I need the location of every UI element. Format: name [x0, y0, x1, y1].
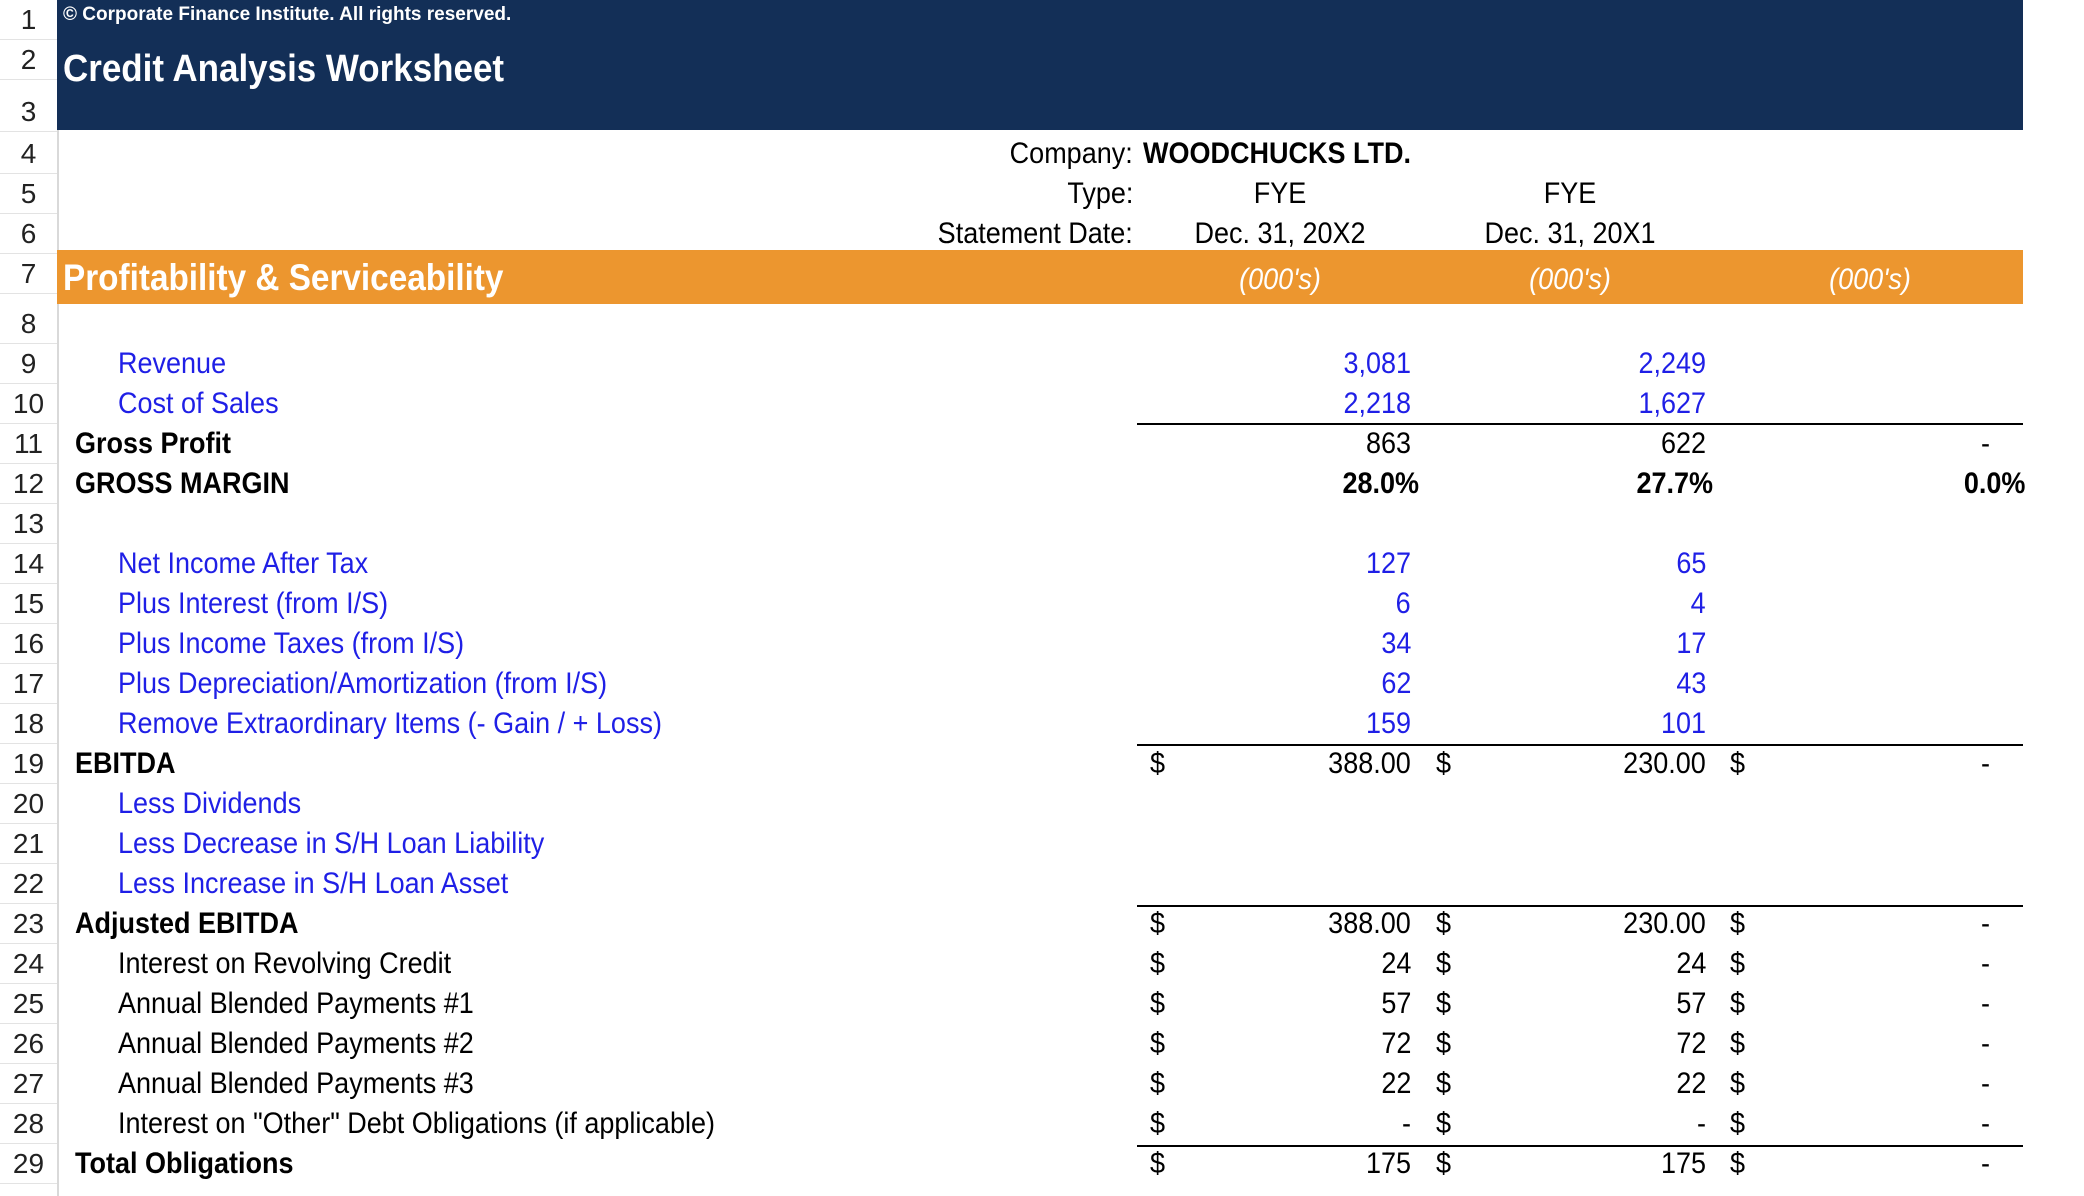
plus-interest-value-col2[interactable]: 4 [1690, 587, 1706, 620]
blended-1-value-col3[interactable]: - [1981, 987, 1990, 1020]
company-name[interactable]: WOODCHUCKS LTD. [1143, 137, 1411, 170]
dollar-sign: $ [1150, 1027, 1166, 1060]
units-col1: (000's) [1239, 263, 1321, 296]
dollar-sign: $ [1730, 907, 1746, 940]
blended-1-value-col1[interactable]: 57 [1380, 987, 1411, 1020]
interest-other-value-col1[interactable]: - [1402, 1107, 1411, 1140]
plus-interest-value-col1[interactable]: 6 [1395, 587, 1411, 620]
less-decrease-sh-label: Less Decrease in S/H Loan Liability [118, 827, 545, 860]
net-income-label: Net Income After Tax [118, 547, 369, 580]
gross-margin-label: GROSS MARGIN [75, 467, 290, 500]
total-obligations-value-col3[interactable]: - [1981, 1147, 1990, 1180]
dollar-sign: $ [1730, 987, 1746, 1020]
plus-depreciation-label: Plus Depreciation/Amortization (from I/S) [118, 667, 608, 700]
row-number[interactable]: 24 [0, 944, 57, 984]
dollar-sign: $ [1436, 907, 1452, 940]
row-number[interactable]: 22 [0, 864, 57, 904]
dollar-sign: $ [1150, 907, 1166, 940]
remove-extraordinary-label: Remove Extraordinary Items (- Gain / + Loss) [118, 707, 662, 740]
row-number[interactable]: 28 [0, 1104, 57, 1144]
underline-adjusted-ebitda [1137, 905, 2023, 907]
plus-depreciation-value-col2[interactable]: 43 [1675, 667, 1706, 700]
interest-other-value-col3[interactable]: - [1981, 1107, 1990, 1140]
row-header-column[interactable] [0, 0, 59, 1196]
interest-revolving-value-col2[interactable]: 24 [1675, 947, 1706, 980]
adjusted-ebitda-label: Adjusted EBITDA [75, 907, 299, 940]
row-number[interactable]: 15 [0, 584, 57, 624]
total-obligations-value-col1[interactable]: 175 [1365, 1147, 1411, 1180]
cost-of-sales-label: Cost of Sales [118, 387, 279, 420]
revenue-value-col2[interactable]: 2,249 [1638, 347, 1706, 380]
dollar-sign: $ [1436, 1027, 1452, 1060]
row-number[interactable]: 6 [0, 214, 57, 254]
plus-taxes-label: Plus Income Taxes (from I/S) [118, 627, 465, 660]
row-number[interactable]: 5 [0, 174, 57, 214]
blended-2-value-col1[interactable]: 72 [1380, 1027, 1411, 1060]
units-col3: (000's) [1829, 263, 1911, 296]
type-label: Type: [1066, 177, 1133, 210]
underline-total-obligations [1137, 1145, 2023, 1147]
row-number[interactable]: 16 [0, 624, 57, 664]
statement-date-col1[interactable]: Dec. 31, 20X2 [1194, 217, 1366, 250]
plus-taxes-value-col2[interactable]: 17 [1675, 627, 1706, 660]
blended-3-value-col2[interactable]: 22 [1675, 1067, 1706, 1100]
gross-profit-value-col1[interactable]: 863 [1365, 427, 1411, 460]
gross-margin-value-col1[interactable]: 28.0% [1342, 467, 1419, 500]
net-income-value-col1[interactable]: 127 [1365, 547, 1411, 580]
row-number[interactable]: 29 [0, 1144, 57, 1184]
underline-ebitda [1137, 744, 2023, 746]
remove-extraordinary-value-col2[interactable]: 101 [1660, 707, 1706, 740]
row-number[interactable]: 20 [0, 784, 57, 824]
ebitda-value-col1[interactable]: 388.00 [1328, 747, 1411, 780]
blended-1-value-col2[interactable]: 57 [1675, 987, 1706, 1020]
dollar-sign: $ [1150, 1147, 1166, 1180]
plus-depreciation-value-col1[interactable]: 62 [1380, 667, 1411, 700]
dollar-sign: $ [1730, 947, 1746, 980]
cost-of-sales-value-col1[interactable]: 2,218 [1343, 387, 1411, 420]
row-number[interactable]: 8 [0, 304, 57, 344]
worksheet-title: Credit Analysis Worksheet [63, 48, 505, 90]
gross-profit-label: Gross Profit [75, 427, 232, 460]
row-number[interactable]: 14 [0, 544, 57, 584]
row-number[interactable]: 4 [0, 134, 57, 174]
row-number[interactable]: 13 [0, 504, 57, 544]
blended-2-value-col2[interactable]: 72 [1675, 1027, 1706, 1060]
interest-revolving-value-col1[interactable]: 24 [1380, 947, 1411, 980]
less-dividends-label: Less Dividends [118, 787, 302, 820]
less-increase-sh-label: Less Increase in S/H Loan Asset [118, 867, 509, 900]
row-number[interactable]: 26 [0, 1024, 57, 1064]
net-income-value-col2[interactable]: 65 [1675, 547, 1706, 580]
dollar-sign: $ [1730, 1067, 1746, 1100]
gross-profit-value-col2[interactable]: 622 [1660, 427, 1706, 460]
section-title: Profitability & Serviceability [63, 257, 504, 298]
row-number[interactable]: 27 [0, 1064, 57, 1104]
interest-other-value-col2[interactable]: - [1697, 1107, 1706, 1140]
blended-1-label: Annual Blended Payments #1 [118, 987, 474, 1020]
cost-of-sales-value-col2[interactable]: 1,627 [1638, 387, 1706, 420]
plus-interest-label: Plus Interest (from I/S) [118, 587, 389, 620]
interest-other-label: Interest on "Other" Debt Obligations (if applicable) [118, 1107, 715, 1140]
dollar-sign: $ [1730, 1147, 1746, 1180]
row-number[interactable]: 9 [0, 344, 57, 384]
gross-margin-value-col2[interactable]: 27.7% [1636, 467, 1713, 500]
remove-extraordinary-value-col1[interactable]: 159 [1365, 707, 1411, 740]
dollar-sign: $ [1436, 1147, 1452, 1180]
revenue-label: Revenue [118, 347, 227, 380]
plus-taxes-value-col1[interactable]: 34 [1380, 627, 1411, 660]
dollar-sign: $ [1436, 1107, 1452, 1140]
ebitda-value-col3[interactable]: - [1981, 747, 1990, 780]
row-number[interactable]: 19 [0, 744, 57, 784]
total-obligations-label: Total Obligations [75, 1147, 294, 1180]
statement-date-label: Statement Date: [937, 217, 1133, 250]
dollar-sign: $ [1436, 947, 1452, 980]
revenue-value-col1[interactable]: 3,081 [1343, 347, 1411, 380]
row-number[interactable]: 2 [0, 40, 57, 80]
dollar-sign: $ [1150, 1107, 1166, 1140]
blended-2-value-col3[interactable]: - [1981, 1027, 1990, 1060]
blended-3-value-col3[interactable]: - [1981, 1067, 1990, 1100]
type-value-col1[interactable]: FYE [1253, 177, 1307, 210]
interest-revolving-label: Interest on Revolving Credit [118, 947, 452, 980]
row-number[interactable]: 11 [0, 424, 57, 464]
statement-date-col2[interactable]: Dec. 31, 20X1 [1484, 217, 1656, 250]
adjusted-ebitda-value-col2[interactable]: 230.00 [1623, 907, 1706, 940]
blended-3-value-col1[interactable]: 22 [1380, 1067, 1411, 1100]
dollar-sign: $ [1150, 947, 1166, 980]
row-number[interactable]: 7 [0, 254, 57, 294]
row-number[interactable]: 1 [0, 0, 57, 40]
row-number[interactable]: 21 [0, 824, 57, 864]
dollar-sign: $ [1436, 747, 1452, 780]
row-number[interactable]: 12 [0, 464, 57, 504]
dollar-sign: $ [1150, 1067, 1166, 1100]
row-number[interactable]: 23 [0, 904, 57, 944]
gross-margin-value-col3[interactable]: 0.0% [1963, 467, 2025, 500]
row-number[interactable]: 25 [0, 984, 57, 1024]
company-label: Company: [1009, 137, 1133, 170]
type-value-col2[interactable]: FYE [1543, 177, 1597, 210]
total-obligations-value-col2[interactable]: 175 [1660, 1147, 1706, 1180]
row-number[interactable]: 17 [0, 664, 57, 704]
blended-2-label: Annual Blended Payments #2 [118, 1027, 474, 1060]
dollar-sign: $ [1730, 1027, 1746, 1060]
adjusted-ebitda-value-col1[interactable]: 388.00 [1328, 907, 1411, 940]
copyright-text: © Corporate Finance Institute. All rights reserved. [63, 4, 512, 25]
gross-profit-value-col3[interactable]: - [1981, 427, 1990, 460]
dollar-sign: $ [1436, 987, 1452, 1020]
interest-revolving-value-col3[interactable]: - [1981, 947, 1990, 980]
dollar-sign: $ [1730, 747, 1746, 780]
underline-gross-profit [1137, 423, 2023, 425]
row-number-partial[interactable] [0, 1184, 57, 1196]
dollar-sign: $ [1436, 1067, 1452, 1100]
blended-3-label: Annual Blended Payments #3 [118, 1067, 474, 1100]
dollar-sign: $ [1150, 747, 1166, 780]
dollar-sign: $ [1150, 987, 1166, 1020]
dollar-sign: $ [1730, 1107, 1746, 1140]
adjusted-ebitda-value-col3[interactable]: - [1981, 907, 1990, 940]
row-number[interactable]: 18 [0, 704, 57, 744]
ebitda-label: EBITDA [75, 747, 176, 780]
units-col2: (000's) [1529, 263, 1611, 296]
row-number[interactable]: 3 [0, 92, 57, 132]
ebitda-value-col2[interactable]: 230.00 [1623, 747, 1706, 780]
row-number[interactable]: 10 [0, 384, 57, 424]
